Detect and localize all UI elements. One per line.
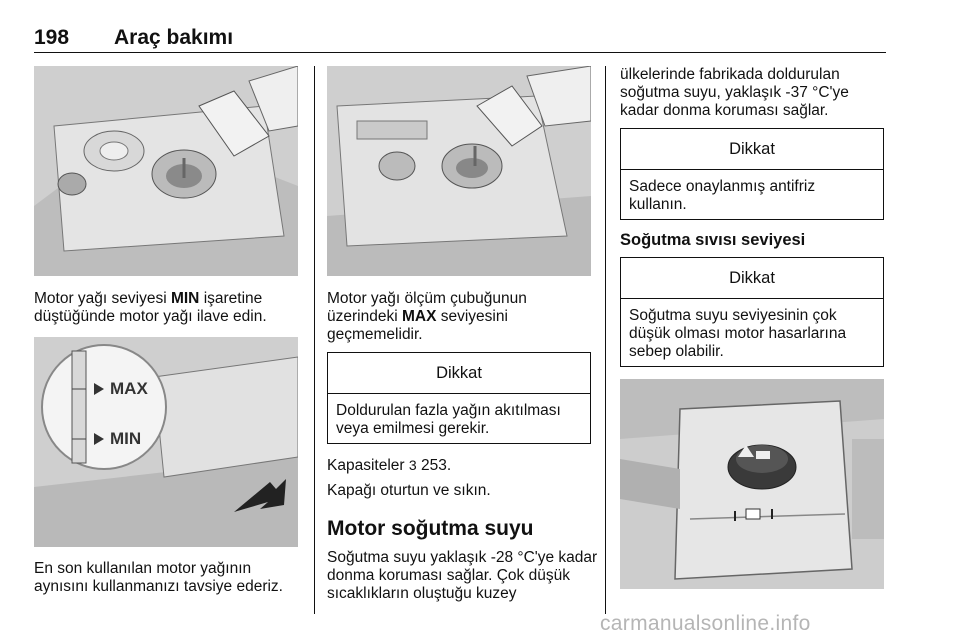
page-reference-icon: 3 bbox=[408, 457, 417, 473]
notice-box-coolant-level bbox=[620, 257, 884, 367]
dipstick-min-label: MIN bbox=[110, 429, 142, 448]
page-number: 198 bbox=[34, 26, 70, 49]
notice-text: Sadece onaylanmış antifriz kullanın. bbox=[629, 178, 816, 213]
oil-recommendation-paragraph: En son kullanılan motor yağının aynısını kullanmanızı tavsiye ederiz. bbox=[34, 560, 283, 595]
min-label: MIN bbox=[170, 290, 200, 307]
notice-box-antifreeze bbox=[620, 128, 884, 220]
capacity-reference: Kapasiteler 3 253. bbox=[327, 457, 452, 474]
watermark: carmanualsonline.info bbox=[600, 612, 811, 635]
coolant-reservoir-illustration bbox=[620, 379, 884, 589]
section-title-coolant-level: Soğutma sıvısı seviyesi bbox=[620, 231, 806, 249]
notice-heading: Dikkat bbox=[328, 353, 590, 394]
cap-instruction: Kapağı oturtun ve sıkın. bbox=[327, 482, 491, 499]
page-title: Araç bakımı bbox=[114, 26, 234, 49]
notice-text: Doldurulan fazla yağın akıtılması veya emilmesi gerekir. bbox=[336, 402, 561, 437]
oil-fill-illustration bbox=[34, 66, 298, 276]
oil-min-paragraph: Motor yağı seviyesi MIN işaretine düştüğünde motor yağı ilave edin. bbox=[34, 290, 267, 325]
coolant-intro-paragraph: Soğutma suyu yaklaşık -28 °C'ye kadar donma koruması sağlar. Çok düşük sıcaklıkların oluştuğu kuzey bbox=[327, 549, 598, 602]
column-divider-2 bbox=[605, 66, 606, 614]
notice-box-oil bbox=[327, 352, 591, 444]
notice-heading: Dikkat bbox=[621, 258, 883, 299]
coolant-continued-paragraph: ülkelerinde fabrikada doldurulan soğutma suyu, yaklaşık -37 °C'ye kadar donma koruması sağlar. bbox=[620, 66, 849, 119]
section-title-coolant: Motor soğutma suyu bbox=[327, 517, 534, 540]
column-divider-1 bbox=[314, 66, 315, 614]
dipstick-max-label: MAX bbox=[110, 379, 148, 398]
oil-pour-illustration bbox=[327, 66, 591, 276]
notice-text: Soğutma suyu seviyesinin çok düşük olması motor hasarlarına sebep olabilir. bbox=[629, 307, 847, 360]
notice-heading: Dikkat bbox=[621, 129, 883, 170]
oil-max-paragraph: Motor yağı ölçüm çubuğunun üzerindeki MAX seviyesini geçmemelidir. bbox=[327, 290, 527, 343]
header-rule bbox=[34, 52, 886, 53]
dipstick-illustration bbox=[34, 337, 298, 547]
max-label: MAX bbox=[401, 308, 437, 325]
